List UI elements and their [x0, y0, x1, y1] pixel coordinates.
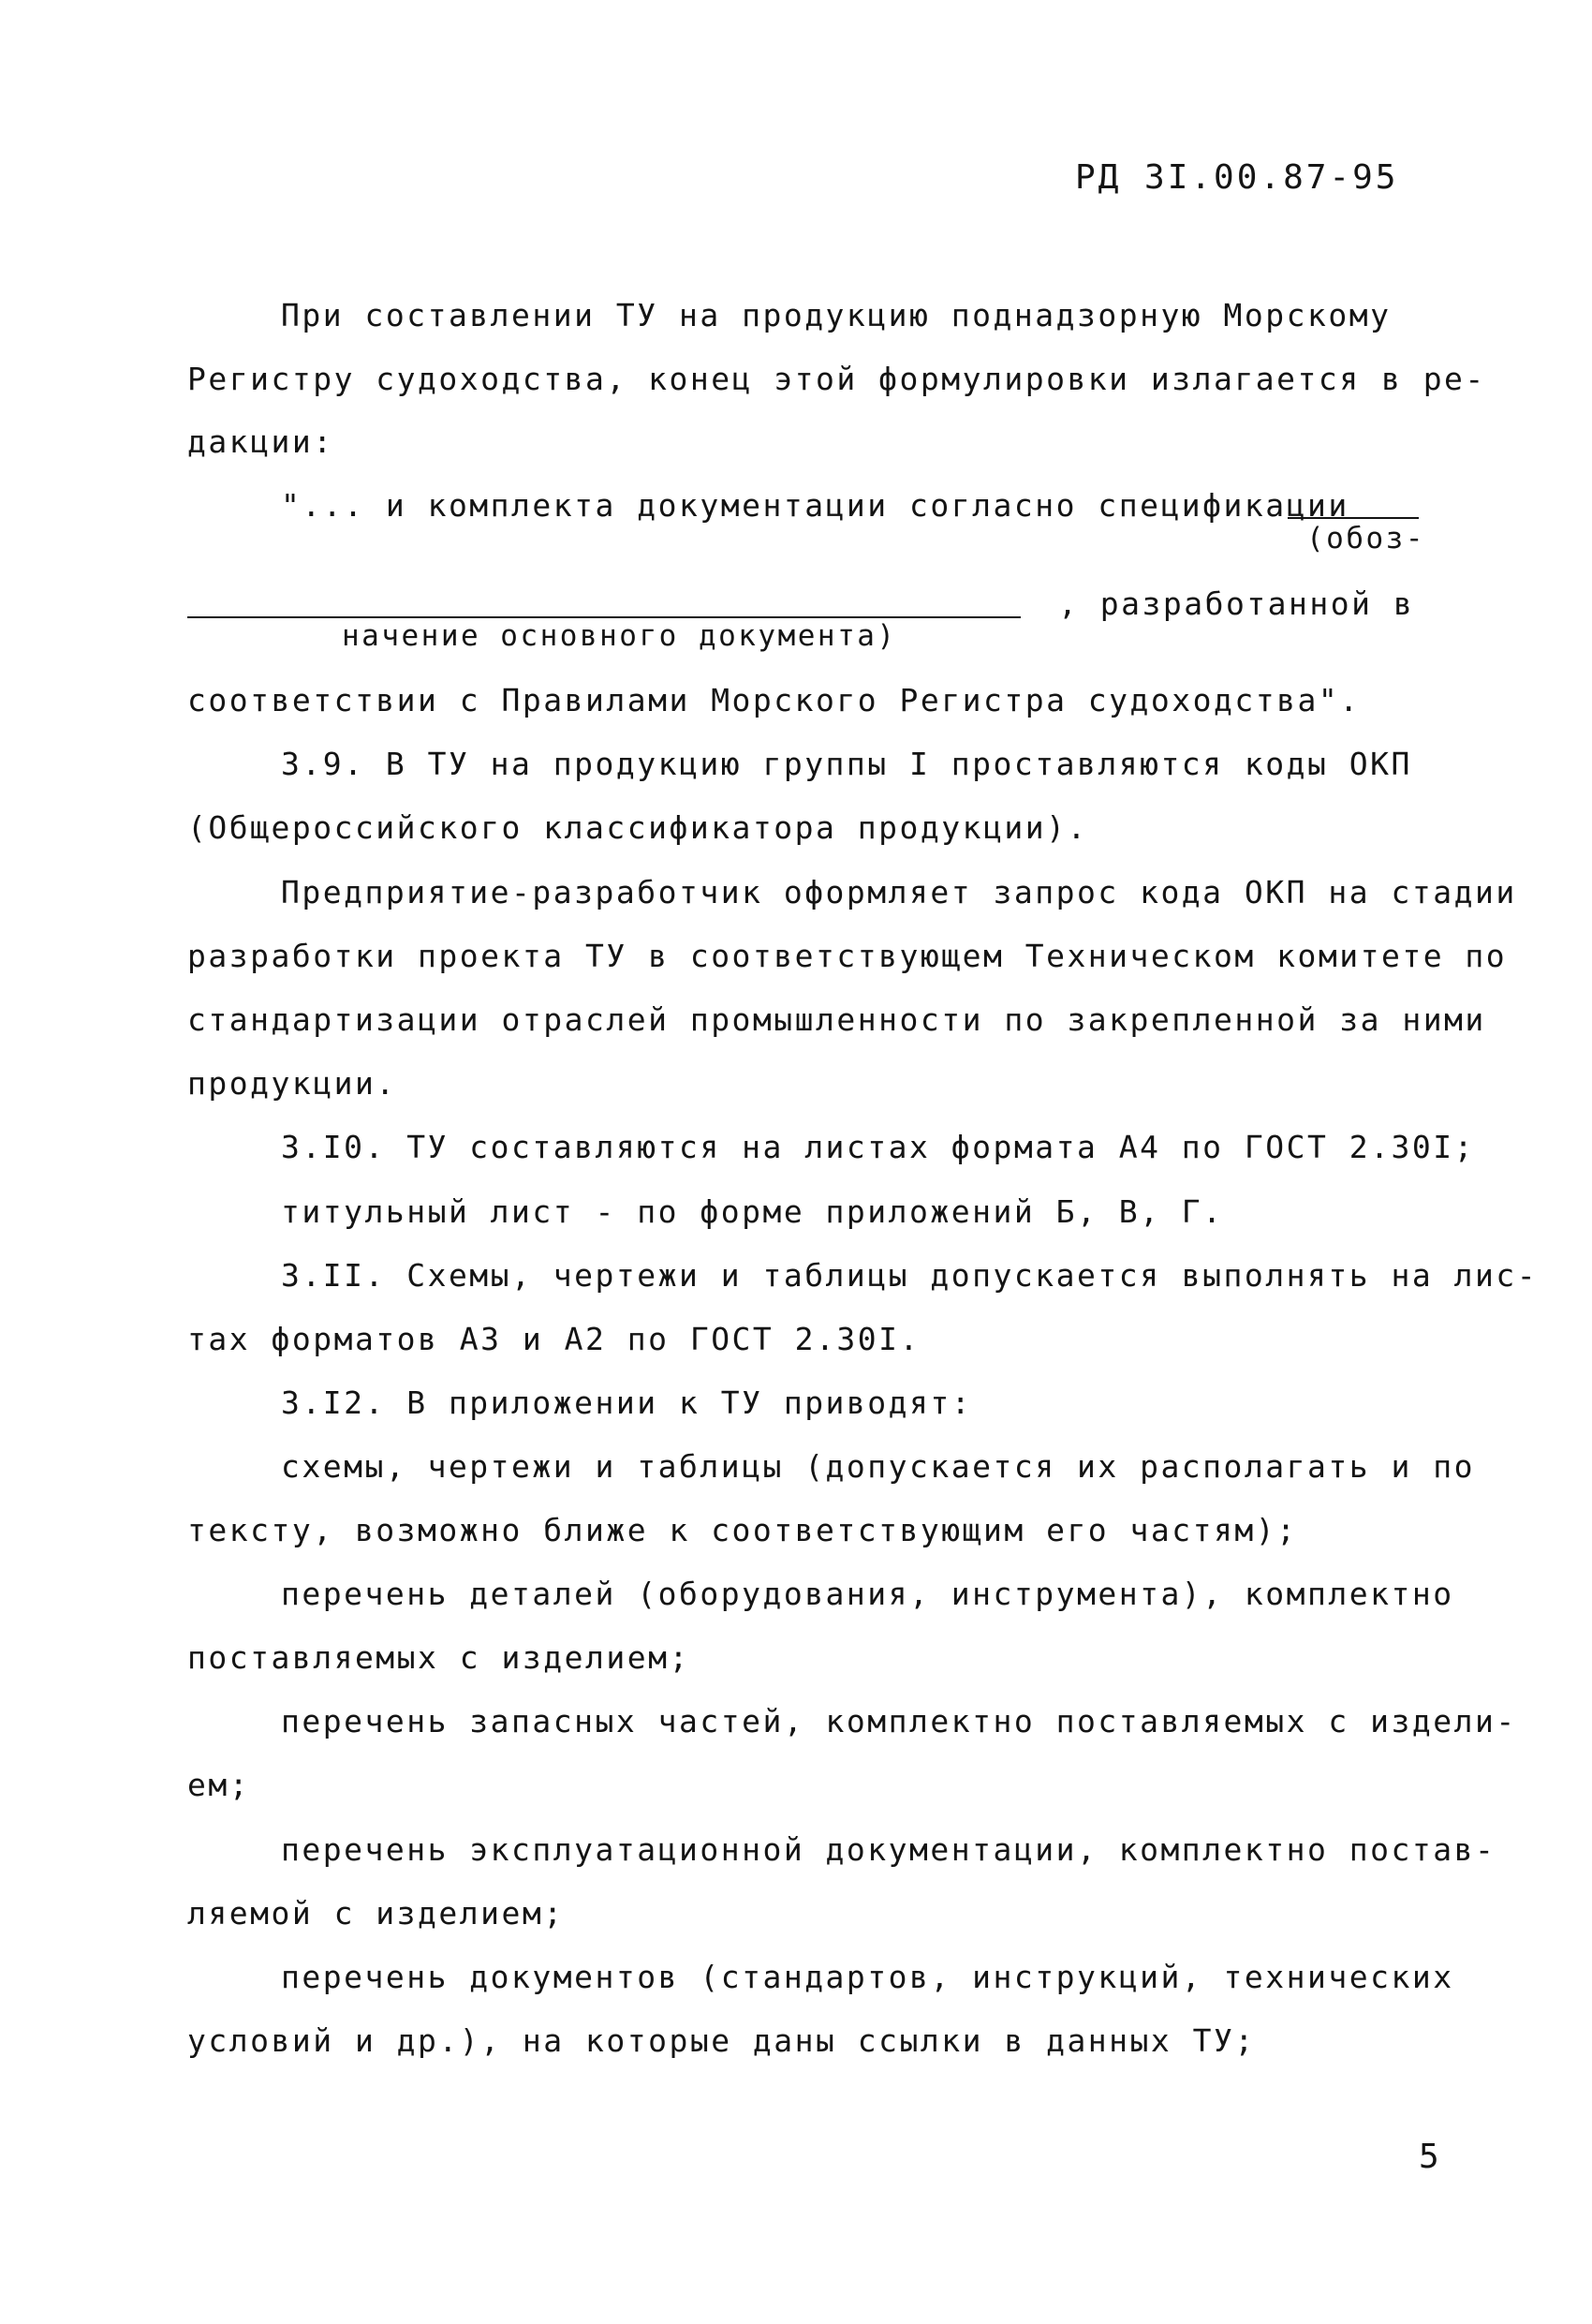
fill-in-blank-line [1288, 517, 1419, 519]
text-line: условий и др.), на которые даны ссылки в данных ТУ; [187, 2022, 1256, 2059]
text-line: Предприятие-разработчик оформляет запрос кода ОКП на стадии [281, 874, 1517, 910]
text-line: ляемой с изделием; [187, 1895, 565, 1932]
text-line: (Общероссийского классификатора продукции). [187, 809, 1088, 846]
text-line: перечень деталей (оборудования, инструмента), комплектно [281, 1576, 1454, 1612]
text-line: стандартизации отраслей промышленности по закрепленной за ними [187, 1001, 1486, 1038]
blank-annotation: начение основного документа) [342, 619, 897, 653]
text-line: разработки проекта ТУ в соответствующем Техническом комитете по [187, 938, 1508, 974]
text-line: , разработанной в [1058, 585, 1415, 622]
text-line: перечень эксплуатационной документации, комплектно постав- [281, 1831, 1496, 1868]
text-line: соответствии с Правилами Морского Регистра судоходства". [187, 682, 1361, 718]
text-line: дакции: [187, 423, 334, 460]
text-line: 3.I2. В приложении к ТУ приводят: [281, 1384, 973, 1421]
fill-in-blank-line [187, 616, 1021, 618]
text-line: 3.I0. ТУ составляются на листах формата А4 по ГОСТ 2.30I; [281, 1129, 1475, 1165]
text-line: перечень запасных частей, комплектно поставляемых с издели- [281, 1703, 1517, 1739]
text-line: При составлении ТУ на продукцию поднадзорную Морскому [281, 297, 1392, 333]
text-line: тах форматов А3 и А2 по ГОСТ 2.30I. [187, 1321, 921, 1357]
text-line: 3.II. Схемы, чертежи и таблицы допускается выполнять на лис- [281, 1257, 1539, 1294]
text-line: схемы, чертежи и таблицы (допускается их располагать и по [281, 1448, 1475, 1485]
text-line: перечень документов (стандартов, инструкций, технических [281, 1959, 1454, 1995]
text-line: Регистру судоходства, конец этой формулировки излагается в ре- [187, 361, 1486, 397]
document-code: РД 3I.00.87-95 [1075, 158, 1399, 197]
text-line: 3.9. В ТУ на продукцию группы I проставляются коды ОКП [281, 746, 1412, 782]
blank-annotation: (обоз- [1306, 522, 1425, 555]
text-line: титульный лист - по форме приложений Б, В, Г. [281, 1193, 1224, 1230]
text-line: ем; [187, 1767, 251, 1803]
text-line: поставляемых с изделием; [187, 1639, 690, 1676]
text-line: тексту, возможно ближе к соответствующим его частям); [187, 1512, 1298, 1548]
text-line: продукции. [187, 1065, 397, 1102]
page-number: 5 [1419, 2138, 1442, 2176]
text-line: "... и комплекта документации согласно спецификации [281, 487, 1349, 524]
